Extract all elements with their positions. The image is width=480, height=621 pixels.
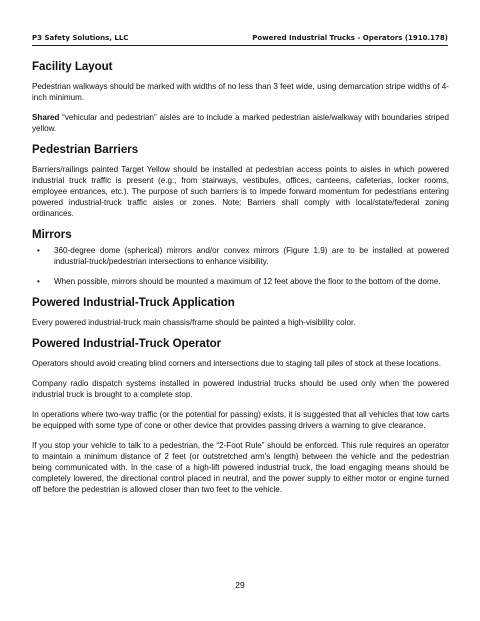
paragraph <box>32 112 449 134</box>
list-item <box>32 276 449 287</box>
section-heading: Powered Industrial-Truck Application <box>32 297 235 309</box>
bullet-icon: • <box>37 277 40 286</box>
paragraph: If you stop your vehicle to talk to a pedestrian, the “2-Foot Rule” should be enforced. This rule requires an operator to maintain a minimum distance of 2 feet (or outstretched arm’s length) between the vehicle and the pedestrian being communicated with. In the case of a high-lift powered industrial truck, the load engaging means should be completely lowered, the directional control placed in neutral, and the power supply to either motor or engine turned off before the pedestrian is allowed closer than two feet to the vehicle. <box>32 441 449 494</box>
list-item-text: 360-degree dome (spherical) mirrors and/or convex mirrors (Figure 1.9) are to be installed at powered industrial-truck/pedestrian intersections to enhance visibility. <box>54 246 449 266</box>
page-header <box>32 31 448 46</box>
header-title: Powered Industrial Trucks - Operators (1910.178) <box>252 34 448 42</box>
paragraph: Company radio dispatch systems installed in powered industrial trucks should be used only when the powered industrial truck is brought to a complete stop. <box>32 379 449 399</box>
paragraph: Barriers/railings painted Target Yellow should be installed at pedestrian access points to aisles in which powered industrial truck traffic is present (e.g., from stairways, vestibules, offices, canteens, cafeterias, locker rooms, employee entrances, etc.). The purpose of such barriers is to impede forward momentum for pedestrians entering powered industrial-truck traffic aisles or zones. Note: Barriers shall comply with local/state/federal zoning ordinances. <box>32 165 449 218</box>
section-heading: Mirrors <box>32 229 72 241</box>
paragraph: Pedestrian walkways should be marked with widths of no less than 3 feet wide, using demarcation stripe widths of 4-inch minimum. <box>32 82 449 102</box>
section-heading: Pedestrian Barriers <box>32 144 139 156</box>
header-company: P3 Safety Solutions, LLC <box>32 34 129 42</box>
section-pedestrian-barriers <box>32 143 449 219</box>
page-number: 29 <box>235 580 245 590</box>
bullet-list <box>32 245 449 287</box>
bullet-icon: • <box>37 246 40 255</box>
paragraph: Every powered industrial-truck main chassis/frame should be painted a high-visibility color. <box>32 318 356 327</box>
section-facility-layout <box>32 60 449 134</box>
paragraph: In operations where two-way traffic (or the potential for passing) exists, it is suggested that all vehicles that tow carts be equipped with some type of cone or other device that provides passing drivers a warning to give clearance. <box>32 410 449 430</box>
section-heading: Powered Industrial-Truck Operator <box>32 338 222 350</box>
section-heading: Facility Layout <box>32 61 113 73</box>
bold-term: Shared <box>32 113 60 122</box>
list-item <box>32 245 449 267</box>
section-mirrors <box>32 228 449 287</box>
paragraph-text: “vehicular and pedestrian” aisles are to include a marked pedestrian aisle/walkway with boundaries striped yellow. <box>32 113 449 133</box>
section-truck-application <box>32 296 449 328</box>
list-item-text: When possible, mirrors should be mounted a maximum of 12 feet above the floor to the bottom of the dome. <box>54 277 441 286</box>
section-truck-operator <box>32 337 449 495</box>
page-content <box>32 60 449 504</box>
paragraph: Operators should avoid creating blind corners and intersections due to staging tall piles of stock at these locations. <box>32 359 441 368</box>
